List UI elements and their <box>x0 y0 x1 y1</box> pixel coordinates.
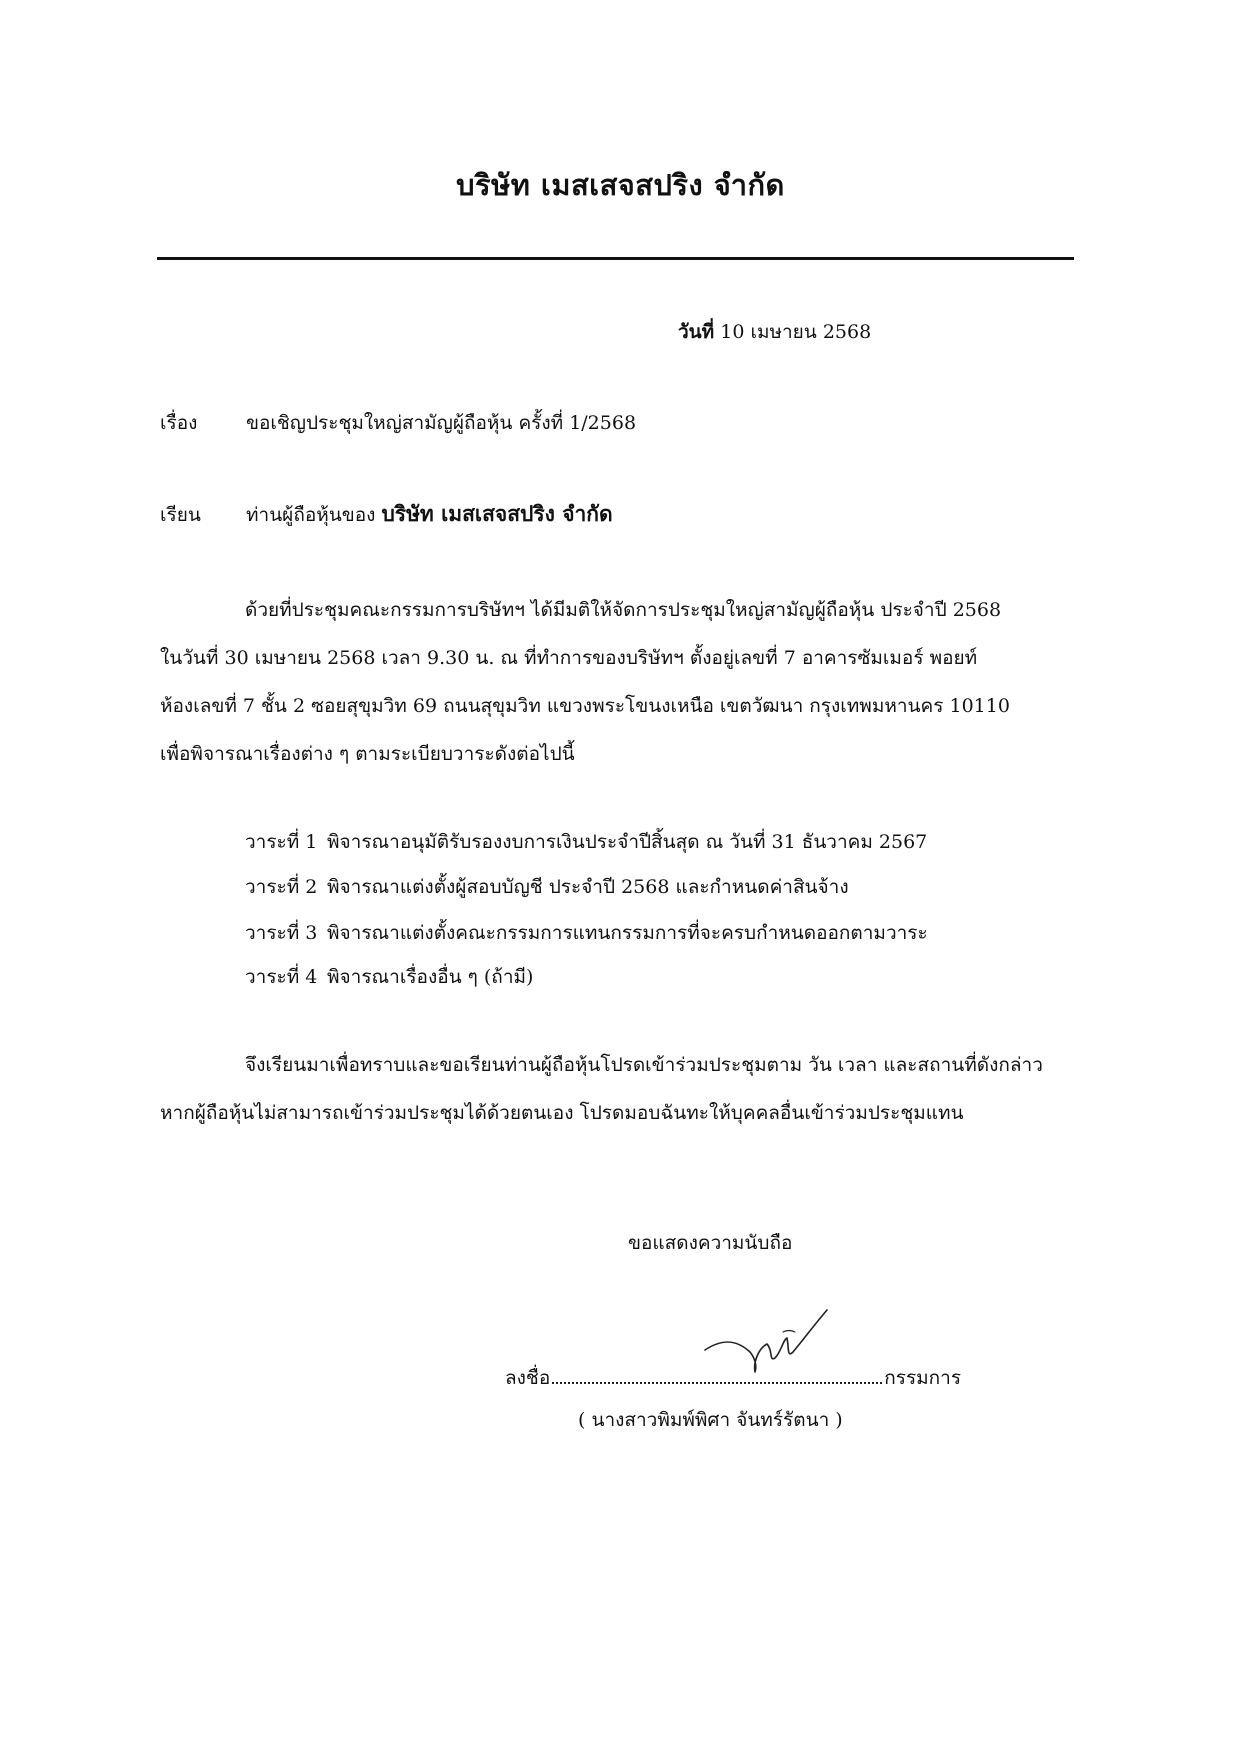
subject-text: ขอเชิญประชุมใหญ่สามัญผู้ถือหุ้น ครั้งที่ 1/2568 <box>246 412 637 434</box>
paragraph2-line: หากผู้ถือหุ้นไม่สามารถเข้าร่วมประชุมได้ด้วยตนเอง โปรดมอบฉันทะให้บุคคลอื่นเข้าร่วมประชุมแทน <box>160 1102 964 1124</box>
subject-label: เรื่อง <box>160 412 198 434</box>
header-divider <box>157 257 1074 260</box>
signature-dotted-line <box>552 1382 882 1384</box>
signer-position: กรรมการ <box>884 1367 962 1389</box>
paragraph1-line: เพื่อพิจารณาเรื่องต่าง ๆ ตามระเบียบวาระดังต่อไปนี้ <box>160 743 575 765</box>
signature-line <box>505 1363 961 1393</box>
recipient-company: บริษัท เมสเสจสปริง จำกัด <box>381 501 613 526</box>
agenda-text: พิจารณาแต่งตั้งคณะกรรมการแทนกรรมการที่จะครบกำหนดออกตามวาระ <box>327 922 928 944</box>
agenda-number: วาระที่ 2 <box>245 876 318 898</box>
agenda-item <box>245 827 927 857</box>
paragraph1-line: ในวันที่ 30 เมษายน 2568 เวลา 9.30 น. ณ ที่ทำการของบริษัทฯ ตั้งอยู่เลขที่ 7 อาคารซัมเมอร์ พอยท์ <box>160 647 978 669</box>
closing-text: ขอแสดงความนับถือ <box>628 1232 793 1254</box>
agenda-item <box>245 962 533 992</box>
paragraph2-line: จึงเรียนมาเพื่อทราบและขอเรียนท่านผู้ถือหุ้นโปรดเข้าร่วมประชุมตาม วัน เวลา และสถานที่ดังกล่าว <box>245 1054 1043 1076</box>
agenda-text: พิจารณาแต่งตั้งผู้สอบบัญชี ประจำปี 2568 และกำหนดค่าสินจ้าง <box>327 876 849 898</box>
signer-name: ( นางสาวพิมพ์พิศา จันทร์รัตนา ) <box>578 1409 843 1431</box>
date-label: วันที่ <box>678 321 715 343</box>
subject-row <box>160 408 636 438</box>
date-line <box>678 317 871 347</box>
agenda-text: พิจารณาเรื่องอื่น ๆ (ถ้ามี) <box>327 966 534 988</box>
agenda-number: วาระที่ 4 <box>245 966 318 988</box>
agenda-item <box>245 872 849 902</box>
agenda-number: วาระที่ 3 <box>245 922 318 944</box>
paragraph1-line: ด้วยที่ประชุมคณะกรรมการบริษัทฯ ได้มีมติให้จัดการประชุมใหญ่สามัญผู้ถือหุ้น ประจำปี 2568 <box>245 599 1002 621</box>
agenda-number: วาระที่ 1 <box>245 831 318 853</box>
agenda-text: พิจารณาอนุมัติรับรองงบการเงินประจำปีสิ้นสุด ณ วันที่ 31 ธันวาคม 2567 <box>327 831 928 853</box>
company-title: บริษัท เมสเสจสปริง จำกัด <box>456 168 785 202</box>
recipient-prefix: ท่านผู้ถือหุ้นของ <box>246 504 376 526</box>
date-value: 10 เมษายน 2568 <box>720 321 872 343</box>
paragraph1-line: ห้องเลขที่ 7 ชั้น 2 ซอยสุขุมวิท 69 ถนนสุขุมวิท แขวงพระโขนงเหนือ เขตวัฒนา กรุงเทพมหานคร 10110 <box>160 695 1010 717</box>
recipient-row <box>160 498 613 531</box>
recipient-label: เรียน <box>160 504 201 526</box>
agenda-item <box>245 918 928 948</box>
sign-label: ลงชื่อ <box>505 1367 551 1389</box>
